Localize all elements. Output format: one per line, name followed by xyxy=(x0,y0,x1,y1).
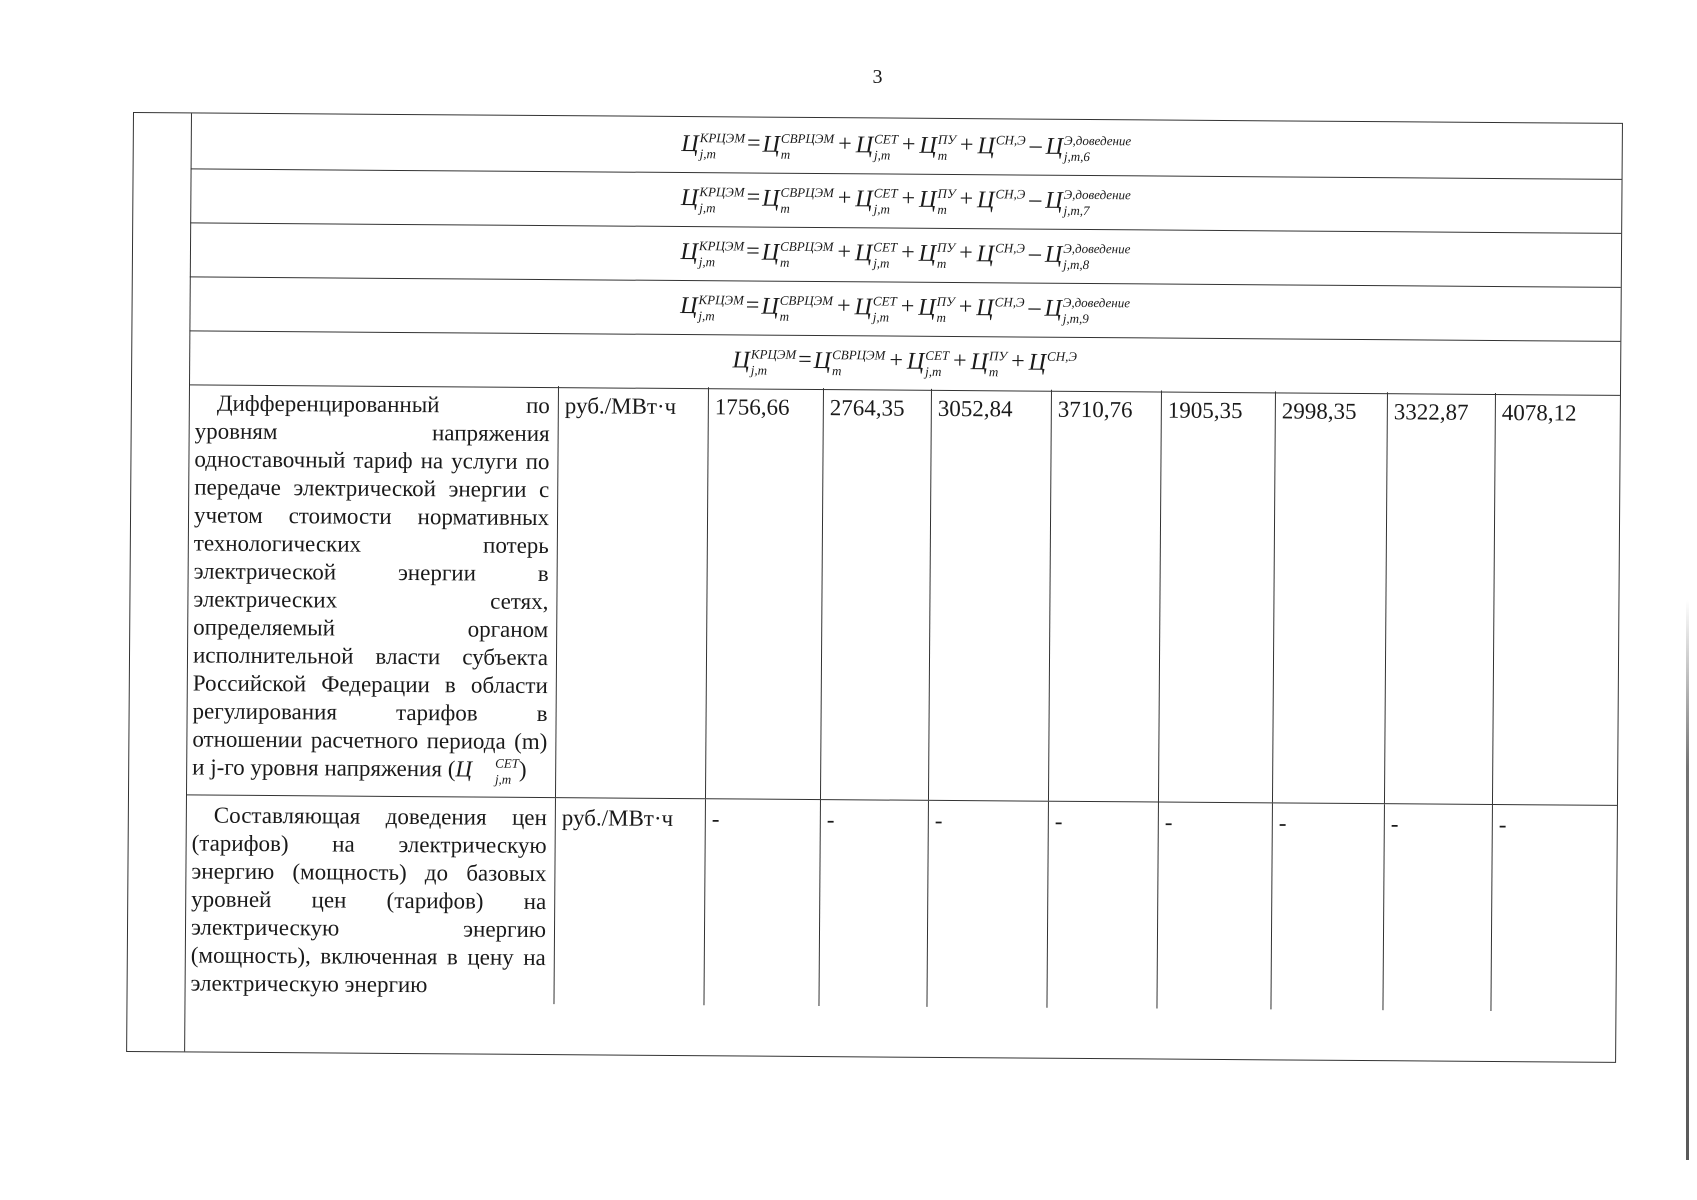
formula-term: Ц КРЦЭМ j,m xyxy=(680,291,744,324)
formula-term: Ц КРЦЭМ j,m xyxy=(732,346,797,378)
formula-operator: – xyxy=(1029,132,1042,159)
unit-cell: руб./МВт·ч xyxy=(554,798,706,1005)
formula-operator: = xyxy=(746,238,760,265)
value-cell: 3322,87 xyxy=(1385,392,1496,804)
value-cell: 3710,76 xyxy=(1049,390,1162,802)
value-cell: 1905,35 xyxy=(1159,391,1276,803)
formula-operator: + xyxy=(958,294,973,321)
formula-term: Ц СН,Э xyxy=(977,132,1026,160)
formula-term: Ц СВРЦЭМ m xyxy=(761,238,834,270)
formula-term: Ц СЕТ j,m xyxy=(855,131,899,163)
formula-term: Ц Э,доведение j,m,9 xyxy=(1044,294,1131,326)
value-cell: - xyxy=(1157,803,1273,1010)
formula-term: Ц ПУ m xyxy=(918,293,955,325)
value-cell: 2764,35 xyxy=(821,388,932,800)
formula-operator: + xyxy=(889,347,904,374)
value-cell: 4078,12 xyxy=(1501,400,1577,426)
unit-cell: руб./МВт·ч xyxy=(556,386,709,798)
formula-term: Ц СВРЦЭМ m xyxy=(813,346,886,378)
formula xyxy=(680,292,1130,324)
value-cell: - xyxy=(1047,802,1159,1009)
formula-operator: – xyxy=(1029,186,1042,213)
formula-operator: – xyxy=(1028,240,1041,267)
value-cell: - xyxy=(1383,804,1493,1011)
formula xyxy=(681,184,1131,216)
formula-term: Ц СВРЦЭМ m xyxy=(762,184,834,216)
value-cell: 2998,35 xyxy=(1273,391,1388,803)
formula-term: Ц ПУ m xyxy=(918,239,956,271)
value-cell: - xyxy=(927,801,1049,1008)
formula-operator: + xyxy=(836,293,851,320)
formula-operator: + xyxy=(837,185,852,212)
formula-term: Ц СВРЦЭМ m xyxy=(761,292,834,324)
tariff-symbol: Ц СЕТ j,m xyxy=(455,755,519,787)
value-cell: 1756,66 xyxy=(706,387,824,799)
formula xyxy=(732,347,1077,378)
formula-operator: + xyxy=(838,131,852,158)
formula-term: Ц СЕТ j,m xyxy=(906,347,950,379)
formula-operator: – xyxy=(1028,294,1041,321)
formula-operator: + xyxy=(959,186,974,213)
formula-term: Ц СН,Э xyxy=(1028,348,1077,376)
formula-term: Ц Э,доведение j,m,8 xyxy=(1044,240,1131,272)
tariff-table xyxy=(126,112,1623,1063)
formula-term: Ц Э,доведение j,m,7 xyxy=(1045,186,1131,218)
row-description: Составляющая доведения цен (тарифов) на электрическую энергию (мощность) до базовых уровней цен (тарифов) на электрическую энергию (мощность), включенная в цену на электрическую энергию xyxy=(184,795,556,1004)
formula-term: Ц СН,Э xyxy=(976,240,1025,268)
formula-operator: = xyxy=(745,292,760,319)
page-number: 3 xyxy=(872,66,883,88)
formula-term: Ц СЕТ j,m xyxy=(855,185,898,217)
formula-term: Ц СН,Э xyxy=(977,186,1026,214)
formula xyxy=(681,130,1131,162)
formula-operator: = xyxy=(798,347,812,374)
formula-operator: = xyxy=(746,184,761,211)
formula-operator: = xyxy=(746,130,761,157)
formula xyxy=(680,238,1130,270)
value-cell: - xyxy=(1498,812,1507,838)
formula-operator: + xyxy=(901,131,916,158)
value-cell: - xyxy=(704,799,821,1006)
value-cell: - xyxy=(819,800,929,1007)
formula-operator: + xyxy=(901,239,915,266)
row-description: Дифференцированный по уровням напряжения одноставочный тариф на услуги по передаче электрической энергии с учетом стоимости нормативных технологических потерь электрической энергии в электрических сетях, определяемый органом исполнительной власти субъекта Российской Федерации в области регулирования тарифов в отношении расчетного периода (m) и j-го уровня напряжения (Ц СЕТ j,m ) xyxy=(186,383,559,797)
formula-operator: + xyxy=(953,348,967,375)
formula-term: Ц Э,доведение j,m,6 xyxy=(1045,132,1132,164)
row-number-column xyxy=(127,113,192,1051)
formula-term: Ц КРЦЭМ j,m xyxy=(681,129,746,162)
formula-operator: + xyxy=(900,293,915,320)
formula-operator: + xyxy=(901,185,916,212)
value-cell: 3052,84 xyxy=(929,389,1052,801)
formula-operator: + xyxy=(837,239,852,266)
formula-rows xyxy=(134,113,1622,380)
formula-term: Ц СЕТ j,m xyxy=(854,239,898,271)
formula-term: Ц СВРЦЭМ m xyxy=(762,130,835,162)
formula-term: Ц ПУ m xyxy=(970,348,1008,380)
formula-term: Ц ПУ m xyxy=(918,185,956,217)
table-row xyxy=(186,383,1620,805)
formula-term: Ц КРЦЭМ j,m xyxy=(680,183,745,216)
formula-term: Ц СЕТ j,m xyxy=(854,293,897,325)
value-cell: - xyxy=(1271,803,1385,1010)
formula-operator: + xyxy=(959,132,974,159)
scan-edge-shadow xyxy=(1686,600,1689,1160)
formula-operator: + xyxy=(959,240,973,267)
formula-operator: + xyxy=(1011,348,1025,375)
formula-term: Ц КРЦЭМ j,m xyxy=(680,237,745,270)
formula-term: Ц ПУ m xyxy=(919,131,957,163)
table-row xyxy=(184,795,1616,1011)
formula-term: Ц СН,Э xyxy=(976,294,1025,322)
